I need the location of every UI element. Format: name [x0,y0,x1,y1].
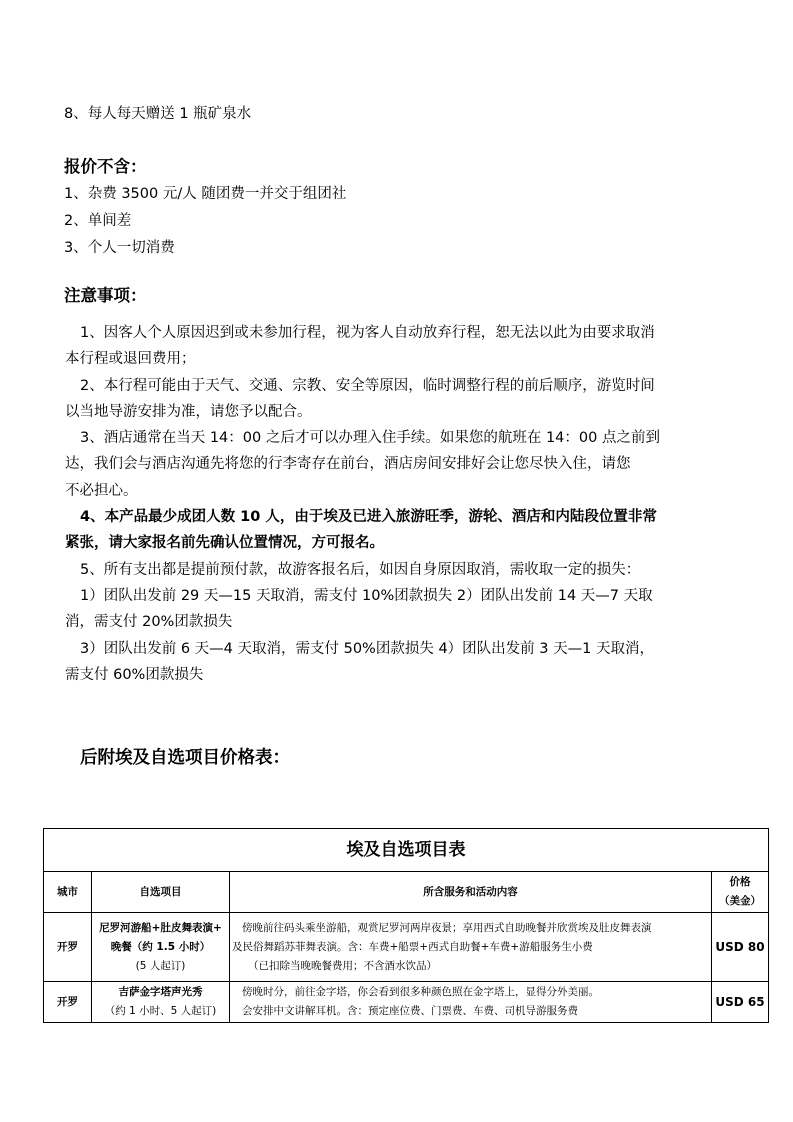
note-line: 达，我们会与酒店沟通先将您的行李寄存在前台，酒店房间安排好会让您尽快入住，请您 [65,456,631,473]
note-line: 消，需支付 20%团款损失 [65,614,233,631]
row-city: 开罗 [44,913,92,982]
notes-heading: 注意事项： [64,286,147,305]
item-line: 尼罗河游船+肚皮舞表演+ [99,921,222,934]
row-item [92,982,230,1023]
header-services: 所含服务和活动内容 [230,872,712,913]
header-price [712,872,769,913]
note-line-bold: 4、本产品最少成团人数 10 人，由于埃及已进入旅游旺季，游轮、酒店和内陆段位置非常 [80,509,657,526]
note-line: 不必担心。 [65,482,138,499]
row-description [230,982,712,1023]
desc-line: 会安排中文讲解耳机。含：预定座位费、门票费、车费、司机导游服务费 [242,1005,578,1017]
note-line-bold: 紧张，请大家报名前先确认位置情况，方可报名。 [65,535,384,552]
excluded-item-3: 3、个人一切消费 [64,240,175,256]
note-line: 2、本行程可能由于天气、交通、宗教、安全等原因，临时调整行程的前后顺序，游览时间 [80,377,655,394]
table-header-row [44,872,769,913]
note-line: 1）团队出发前 29 天—15 天取消，需支付 10%团款损失 2）团队出发前 14 天—7 天取 [80,587,653,604]
excluded-heading: 报价不含： [64,157,147,176]
header-price-line1: 价格 [729,876,751,888]
note-line: 5、所有支出都是提前预付款，故游客报名后，如因自身原因取消，需收取一定的损失： [80,561,641,578]
header-item: 自选项目 [92,872,230,913]
desc-line: 傍晚时分，前往金字塔，你会看到很多种颜色照在金字塔上，显得分外美丽。 [242,986,599,998]
note-line: 3、酒店通常在当天 14：00 之后才可以办理入住手续。如果您的航班在 14：00 点之前到 [80,430,660,447]
desc-line: 傍晚前往码头乘坐游船，观赏尼罗河两岸夜景；享用西式自助晚餐并欣赏埃及肚皮舞表演 [242,921,652,934]
header-price-line2: （美金） [719,895,761,907]
row-item [92,913,230,982]
table-row [44,913,769,982]
appendix-heading: 后附埃及自选项目价格表： [80,748,290,768]
item-line: (5 人起订) [135,959,186,972]
row-city: 开罗 [44,982,92,1023]
row-description [230,913,712,982]
note-line: 本行程或退回费用； [65,351,196,368]
item-line: 吉萨金字塔声光秀 [118,986,203,998]
row-price: USD 80 [712,913,769,982]
note-line: 1、因客人个人原因迟到或未参加行程，视为客人自动放弃行程，恕无法以此为由要求取消 [80,325,655,341]
item-line: 晚餐（约 1.5 小时） [110,940,211,953]
item-line: （约 1 小时、5 人起订) [104,1005,217,1017]
inclusion-item-8: 8、每人每天赠送 1 瓶矿泉水 [64,106,252,122]
note-line: 需支付 60%团款损失 [65,666,204,683]
desc-line: （已扣除当晚晚餐费用；不含酒水饮品） [248,959,437,972]
note-line: 以当地导游安排为准，请您予以配合。 [65,403,312,420]
excluded-item-2: 2、单间差 [64,213,132,229]
table-title: 埃及自选项目表 [44,829,769,872]
note-line: 3）团队出发前 6 天—4 天取消，需支付 50%团款损失 4）团队出发前 3 天—1 天取消， [80,640,654,657]
excluded-item-1: 1、杂费 3500 元/人 随团费一并交于组团社 [64,186,347,202]
notes-body [65,320,740,688]
desc-line: 及民俗舞蹈苏菲舞表演。含：车费+船票+西式自助餐+车费+游船服务生小费 [232,940,593,953]
table-row [44,982,769,1023]
row-price: USD 65 [712,982,769,1023]
header-city: 城市 [44,872,92,913]
optional-tours-table [43,828,769,1023]
